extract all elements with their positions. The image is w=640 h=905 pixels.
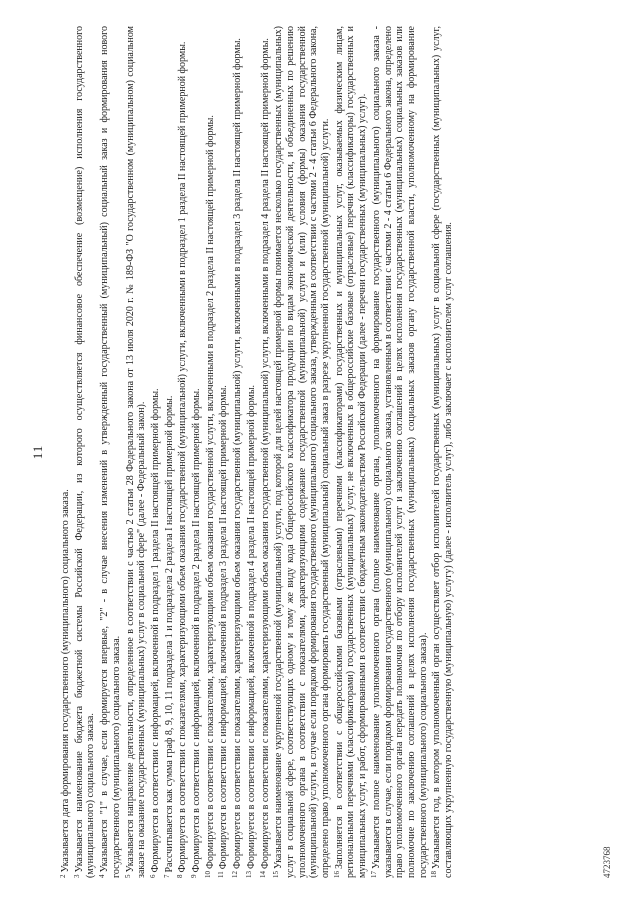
footnote: [175, 26, 189, 878]
footnote: [203, 26, 217, 878]
footnote: [429, 26, 454, 878]
page-number: 11: [30, 444, 45, 460]
footnote-number: 9: [190, 874, 199, 878]
footnote-text: Формируется в соответствии с информацией, включенной в подраздел 4 раздела II настоящей примерной формы.: [245, 384, 257, 869]
footnote-text: Указывается полное наименование уполномоченного органа (полное наименование органа, уполномоченного на формирование государственного (муниципального) социального заказа - указывается в случае, если порядком формирования государственного (муниципального) социального заказа, установленным в соответствии с частями 2 - 4 статьи 6 Федерального закона, определено право уполномоченного органа передать полномочия по отбору исполнителей услуг и заключению соглашений в целях исполнения государственных (муниципальных) социальных заказов или полномочие по заключению соглашений в целях исполнения государственных (муниципальных) социальных заказов органу государственной власти, уполномоченному на формирование государственного (муниципального) социального заказа).: [370, 26, 429, 878]
footnote-text: Формируется в соответствии с показателями, характеризующими объем оказания государственной (муниципальной) услуги, включенными в подраздел 1 раздела II настоящей примерной формы.: [177, 41, 189, 873]
footnote-text: Формируется в соответствии с информацией, включенной в подраздел 2 раздела II настоящей примерной формы.: [191, 388, 203, 873]
footnote-text: Указывается наименование бюджета бюджетной системы Российской Федерации, из которого осуществляется финансовое обеспечение (возмещение) исполнения государственного (муниципального) социального заказа.: [73, 26, 97, 878]
footnote-text: Указывается наименование укрупненной государственной (муниципальной) услуги, под которой для целей настоящей примерной формы понимается несколько государственных (муниципальных) услуг в социальной сфере, соответствующих одному и тому же виду кода Общероссийского классификатора продукции по видам экономической деятельности, и объединенных по решению уполномоченного органа в соответствии с показателями, характеризующими содержание государственной (муниципальной) услуги и (или) условия (формы) оказания государственной (муниципальной) услуги, в случае если порядком формирования государственного (муниципального) социального заказа, утвержденным в соответствии с частями 2 - 4 статьи 6 Федерального закона, определено право уполномоченного органа формировать государственный (муниципальный) социальный заказ в разрезе укрупненной государственной (муниципальной) услуги.: [273, 26, 332, 878]
footnote-number: 18: [430, 871, 439, 878]
footnote: [58, 26, 72, 878]
footnote-text: Заполняется в соответствии с общероссийскими базовыми (отраслевыми) перечнями (классификаторами) государственных и муниципальных услуг, оказываемых физическим лицам, региональными перечнями (классификаторами) государственных (муниципальных) услуг, не включенных в общероссийские базовые (отраслевые) перечни (классификаторы) государственных и муниципальных услуг, и работ, сформированными в соответствии с бюджетным законодательством Российской Федерации (далее - перечни государственных (муниципальных) услуг).: [333, 26, 369, 878]
footnote-number: 10: [203, 871, 212, 878]
footnote-text: Рассчитывается как сумма граф 8, 9, 10, 11 подраздела 1 и подраздела 2 раздела I настоящей примерной формы.: [163, 395, 175, 873]
footnote: [369, 26, 430, 878]
footnote-number: 15: [272, 871, 281, 878]
footnote-text: Указывается дата формирования государственного (муниципального) социального заказа.: [60, 489, 71, 873]
footnote-text: Указывается год, в котором уполномоченный орган осуществляет отбор исполнителей государственных (муниципальных) услуг в социальной сфере (государственных (муниципальных) услуг, составляющих укрупненную государственную (муниципальную) услугу) (далее - исполнитель услуг), либо заключает с исполнителем услуг соглашения.: [431, 26, 455, 878]
footnote-number: 8: [176, 874, 185, 878]
footnote: [123, 26, 148, 878]
footnote-number: 7: [162, 874, 171, 878]
footnote: [148, 26, 162, 878]
footnotes: [58, 26, 455, 878]
footnote-number: 4: [98, 874, 107, 878]
footnote-text: Формируется в соответствии с информацией, включенной в подраздел 1 раздела II настоящей примерной формы.: [149, 388, 161, 873]
footnote-number: 12: [231, 871, 240, 878]
footnote: [258, 26, 272, 878]
footnote-number: 14: [258, 871, 267, 878]
footnote: [72, 26, 97, 878]
footnote-number: 17: [369, 871, 378, 878]
footnote: [230, 26, 244, 878]
footnote-text: Указывается направление деятельности, определенное в соответствии с частью 2 статьи 28 Федерального закона от 13 июля 2020 г. № 189-ФЗ "О государственном (муниципальном) социальном заказе на оказание государственных (муниципальных) услуг в социальной сфере" (далее - Федеральный закон).: [124, 26, 148, 878]
footnote-number: 16: [332, 871, 341, 878]
footnote-text: Формируется в соответствии с показателями, характеризующими объем оказания государственной услуги, включенными в подраздел 2 раздела II настоящей примерной формы.: [204, 115, 216, 869]
footnote-number: 13: [244, 871, 253, 878]
footnote: [332, 26, 369, 878]
footnote-text: Формируется в соответствии с информацией, включенной в подраздел 3 раздела II настоящей примерной формы.: [218, 385, 230, 870]
footnote: [271, 26, 332, 878]
footnote-number: 6: [148, 874, 157, 878]
footnote: [162, 26, 176, 878]
footnote-text: Формируется в соответствии с показателями, характеризующими объем оказания государственной (муниципальной) услуги, включенными в подраздел 4 раздела II настоящей примерной формы.: [259, 38, 271, 869]
footnote: [244, 26, 258, 878]
footnote-text: Указывается "1" в случае, если формируется впервые, "2" - в случае внесения изменений в утвержденный государственный (муниципальный) социальный заказ и формирования нового государственного (муниципального) социального заказа.: [99, 26, 122, 878]
footnote-number: 5: [123, 874, 132, 878]
footnote-number: 11: [217, 871, 226, 878]
footnote-number: 3: [72, 874, 81, 878]
footnote: [189, 26, 203, 878]
footnote-number: 2: [59, 874, 67, 878]
footnote: [216, 26, 230, 878]
footnote-text: Формируется в соответствии с показателями, характеризующими объем оказания государственной (муниципальной) услуги, включенными в подраздел 3 раздела II настоящей примерной формы.: [232, 38, 244, 869]
rotated-content: [30, 22, 613, 882]
footnote: [97, 26, 122, 878]
document-code: 4723768: [602, 846, 613, 878]
